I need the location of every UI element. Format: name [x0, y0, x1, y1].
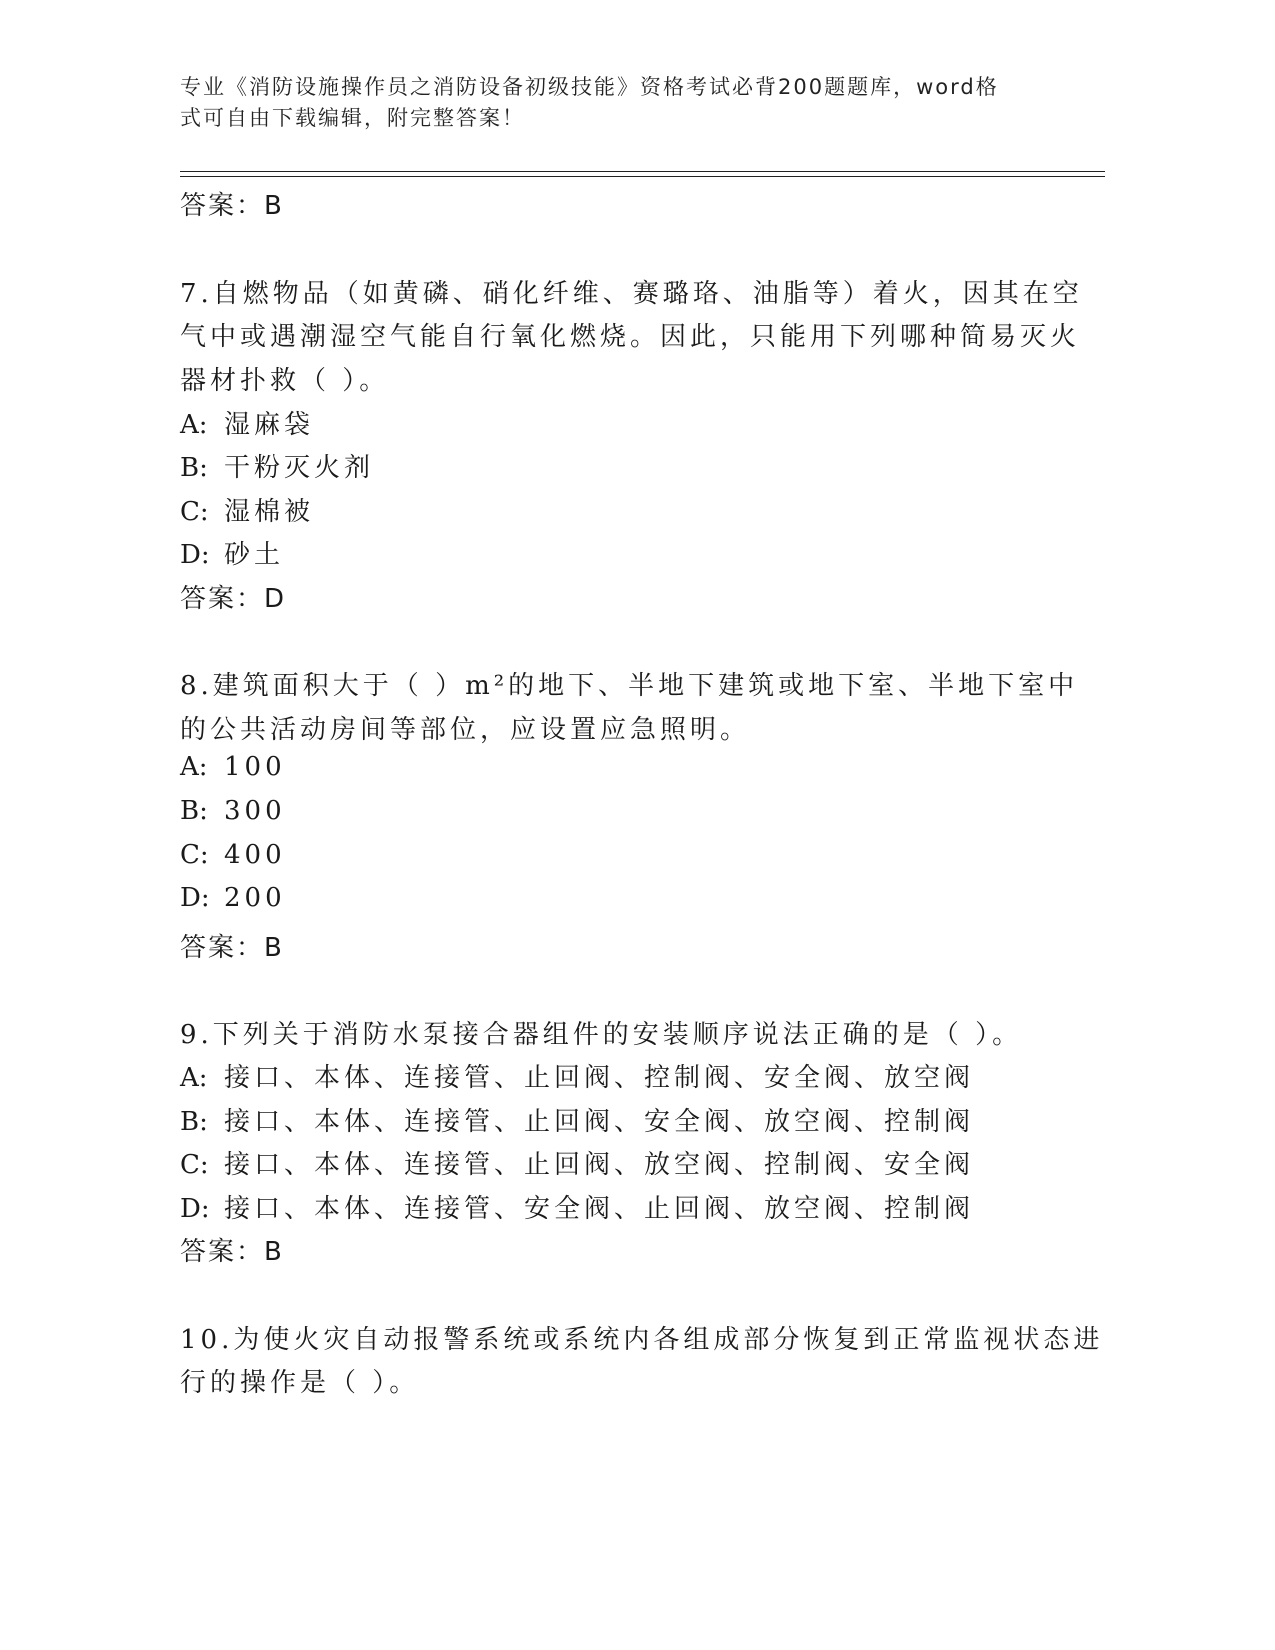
option-text: 干粉灭火剂 [224, 453, 375, 483]
question-stem-line: 7.自燃物品（如黄磷、硝化纤维、赛璐珞、油脂等）着火，因其在空 [180, 279, 1083, 309]
option-label: D: [180, 883, 210, 913]
option-label: A: [180, 752, 208, 782]
header-line-2: 式可自由下载编辑，附完整答案！ [180, 106, 525, 130]
option-b [180, 796, 286, 826]
option-b [180, 447, 374, 484]
option-text: 接口、本体、连接管、止回阀、放空阀、控制阀、安全阀 [224, 1150, 975, 1180]
option-a [180, 404, 314, 441]
answer-line: 答案：B [180, 1237, 284, 1267]
question-stem-line: 8.建筑面积大于（ ）m²的地下、半地下建筑或地下室、半地下室中 [180, 671, 1079, 701]
header-rule-top [180, 171, 1105, 172]
option-text: 接口、本体、连接管、止回阀、控制阀、安全阀、放空阀 [224, 1063, 975, 1093]
question-stem-line: 器材扑救（ ）。 [180, 366, 390, 396]
option-label: B: [180, 796, 208, 826]
option-d [180, 1188, 974, 1225]
option-label: B: [180, 453, 208, 483]
option-label: D: [180, 540, 210, 570]
document-header [180, 72, 1040, 134]
option-c [180, 1144, 974, 1181]
question-stem-line: 10.为使火灾自动报警系统或系统内各组成部分恢复到正常监视状态进 [180, 1325, 1104, 1355]
option-text: 砂土 [224, 540, 285, 570]
option-d [180, 534, 284, 571]
option-a [180, 1057, 974, 1094]
option-label: C: [180, 1150, 209, 1180]
option-c [180, 840, 286, 870]
option-label: A: [180, 410, 208, 440]
option-text: 接口、本体、连接管、止回阀、安全阀、放空阀、控制阀 [224, 1107, 975, 1137]
option-text: 湿麻袋 [224, 410, 315, 440]
option-text: 200 [224, 883, 286, 913]
option-label: C: [180, 840, 209, 870]
header-rule-bottom [180, 176, 1105, 177]
option-text: 接口、本体、连接管、安全阀、止回阀、放空阀、控制阀 [224, 1194, 975, 1224]
option-text: 300 [224, 796, 286, 826]
option-c [180, 491, 314, 528]
option-label: B: [180, 1107, 208, 1137]
answer-line: 答案：B [180, 933, 284, 963]
option-text: 400 [224, 840, 286, 870]
question-stem-line: 行的操作是（ ）。 [180, 1368, 420, 1398]
answer-line: 答案：D [180, 584, 287, 614]
question-stem-line: 的公共活动房间等部位，应设置应急照明。 [180, 715, 751, 745]
question-stem-line: 气中或遇潮湿空气能自行氧化燃烧。因此，只能用下列哪种简易灭火 [180, 322, 1081, 352]
option-b [180, 1101, 974, 1138]
question-stem-line: 9.下列关于消防水泵接合器组件的安装顺序说法正确的是（ ）。 [180, 1020, 1023, 1050]
header-line-1: 专业《消防设施操作员之消防设备初级技能》资格考试必背200题题库，word格 [180, 75, 999, 99]
option-text: 100 [224, 752, 286, 782]
option-d [180, 883, 286, 913]
option-a [180, 752, 286, 782]
option-text: 湿棉被 [224, 497, 315, 527]
previous-answer: 答案：B [180, 191, 284, 221]
option-label: A: [180, 1063, 208, 1093]
option-label: C: [180, 497, 209, 527]
option-label: D: [180, 1194, 210, 1224]
